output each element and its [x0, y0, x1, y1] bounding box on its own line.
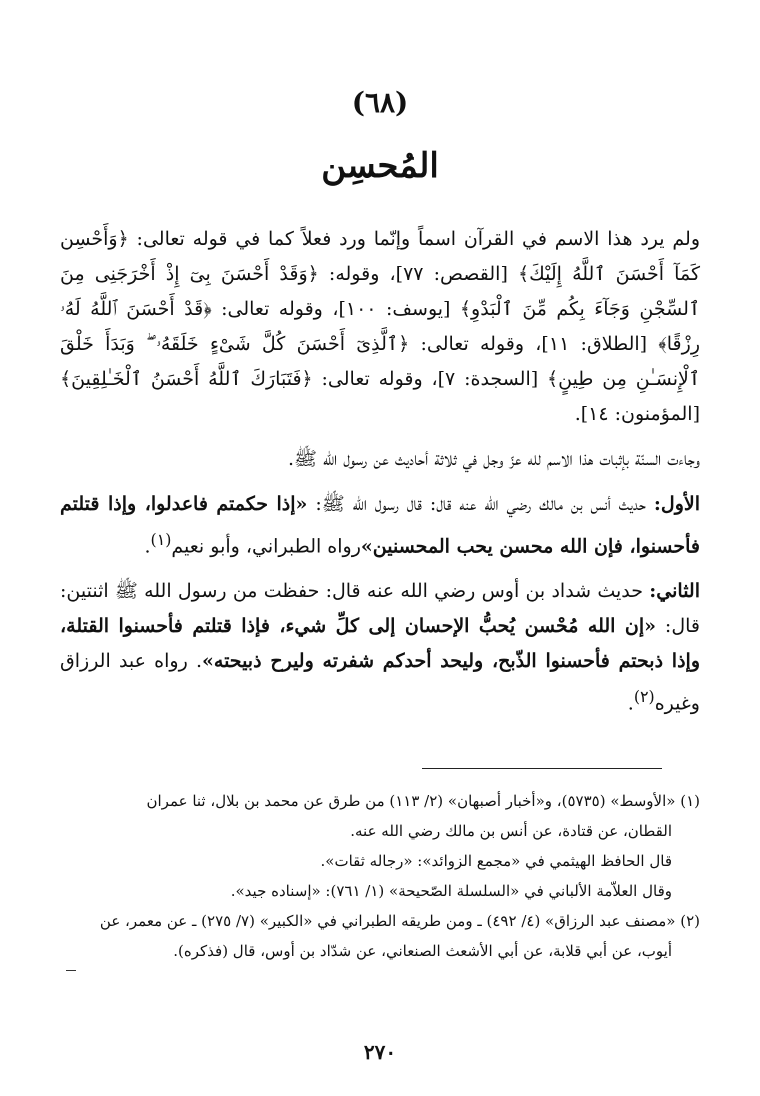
hadith-first-source: رواه الطبراني، وأبو نعيم: [171, 535, 361, 558]
hadith-first-intro: حديث أنس بن مالك رضي الله عنه قال: قال رسول الله ﷺ:: [307, 493, 654, 515]
paragraph-quran-verses: ولم يرد هذا الاسم في القرآن اسماً وإنّما ورد فعلاً كما في قوله تعالى: ﴿وَأَحْسِن كَمَآ أَحْسَنَ ٱللَّهُ إِلَيْكَ﴾ [القصص: ٧٧]، وقوله: ﴿وَقَدْ أَحْسَنَ بِىٓ إِذْ أَخْرَجَنِى مِنَ ٱلسِّجْنِ وَجَآءَ بِكُم مِّنَ ٱلْبَدْوِ﴾ [يوسف: ١٠٠]، وقوله تعالى: ﴿قَدْ أَحْسَنَ ٱللَّهُ لَهُۥ رِزْقًا﴾ [الطلاق: ١١]، وقوله تعالى: ﴿ٱلَّذِىٓ أَحْسَنَ كُلَّ شَىْءٍ خَلَقَهُۥ ۖ وَبَدَأَ خَلْقَ ٱلْإِنسَـٰنِ مِن طِينٍ﴾ [السجدة: ٧]، وقوله تعالى: ﴿فَتَبَارَكَ ٱللَّهُ أَحْسَنُ ٱلْخَـٰلِقِينَ﴾ [المؤمنون: ١٤].: [60, 228, 700, 425]
hadith-second-intro: حديث شداد بن أوس رضي الله عنه قال: حفظت من رسول الله ﷺ اثنتين: قال:: [60, 580, 700, 638]
footnote-end-mark: [66, 970, 76, 971]
paragraph-sunnah-intro: وجاءت السنّة بإثبات هذا الاسم لله عزّ وجل في ثلاثة أحاديث عن رسول الله ﷺ.: [287, 448, 700, 470]
hadith-first-end: .: [144, 535, 151, 558]
footnote-ref-1[interactable]: (١): [150, 530, 172, 549]
main-text: [60, 222, 700, 732]
hadith-second-label: الثاني:: [649, 580, 700, 603]
chapter-title: المُحسِن: [321, 146, 439, 186]
hadith-second-quote: «إن الله مُحْسن يُحبُّ الإحسان إلى كلِّ شيء، فإذا قتلتم فأحسنوا القتلة، وإذا ذبحتم فأحسنوا الذّبح، وليحد أحدكم شفرته وليرح ذبيحته»: [60, 615, 700, 673]
hadith-second: [60, 574, 700, 721]
hadith-second-end: .: [627, 692, 634, 715]
chapter-number: (٦٨): [351, 86, 409, 119]
footnote-1-line-4: وقال العلاّمة الألباني في «السلسلة الصّحيحة» (١/ ٧٦١): «إسناده جيد».: [230, 882, 672, 900]
footnote-1-line-1: (١) «الأوسط» (٥٧٣٥)، و«أخبار أصبهان» (٢/ ١١٣) من طرق عن محمد بن بلال، ثنا عمران: [146, 792, 700, 810]
footnote-2-line-2: أيوب، عن أبي قلابة، عن أبي الأشعث الصنعاني، عن شدّاد بن أوس، قال (فذكره).: [173, 942, 672, 960]
footnote-1-line-3: قال الحافظ الهيثمي في «مجمع الزوائد»: «رجاله ثقات».: [320, 852, 672, 870]
footnote-1-line-2: القطان، عن قتادة، عن أنس بن مالك رضي الله عنه.: [350, 822, 672, 840]
page-number: ٢٧٠: [363, 1040, 397, 1064]
hadith-second-source: . رواه عبد الرزاق وغيره: [60, 650, 700, 715]
hadith-first-quote: «إذا حكمتم فاعدلوا، وإذا قتلتم فأحسنوا، فإن الله محسن يحب المحسنين»: [60, 493, 700, 558]
footnote-ref-2[interactable]: (٢): [633, 687, 655, 707]
footnotes: [60, 786, 700, 966]
footnote-2-line-1: (٢) «مصنف عبد الرزاق» (٤/ ٤٩٢) ـ ومن طريقه الطبراني في «الكبير» (٧/ ٢٧٥) ـ عن معمر، عن: [99, 912, 700, 930]
footnote-divider: [422, 768, 662, 769]
hadith-first: [60, 487, 700, 564]
hadith-first-label: الأول:: [653, 493, 700, 515]
